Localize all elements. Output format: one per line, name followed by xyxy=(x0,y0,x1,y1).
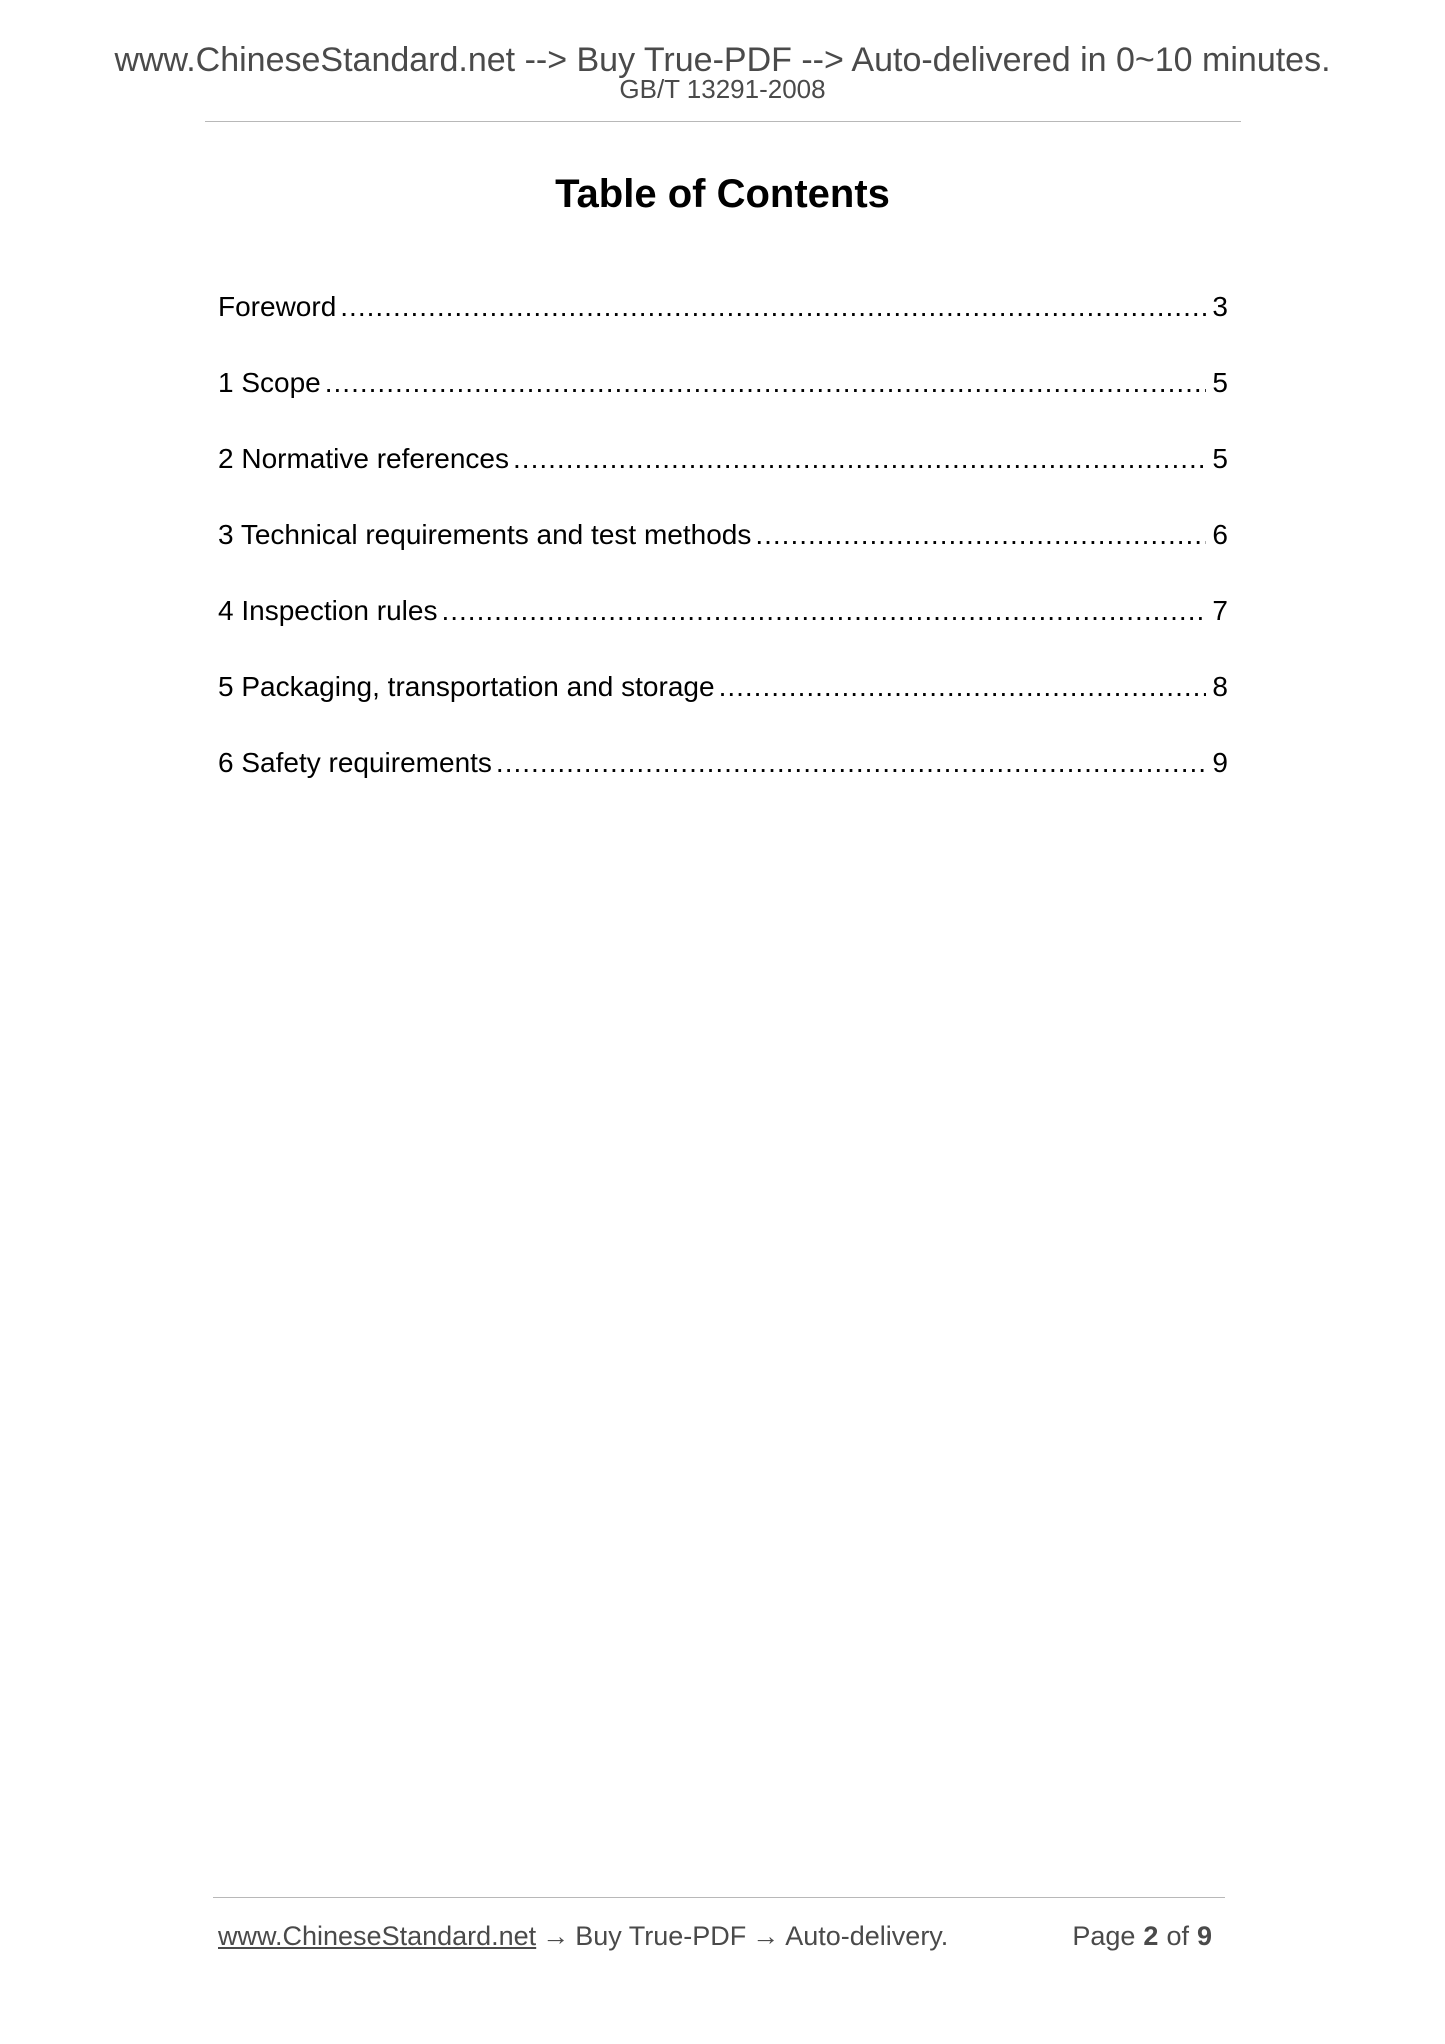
toc-dot-leader xyxy=(496,746,1207,780)
of-word: of xyxy=(1166,1921,1189,1951)
page-total: 9 xyxy=(1196,1921,1212,1951)
toc-dot-leader xyxy=(513,442,1206,476)
toc-entry-page: 5 xyxy=(1212,367,1228,398)
toc-entry-label: Foreword xyxy=(218,291,337,322)
page-footer xyxy=(218,1916,1220,1956)
toc-dot-leader xyxy=(325,366,1207,400)
footer-divider xyxy=(213,1897,1225,1898)
page-current: 2 xyxy=(1143,1921,1159,1951)
footer-promo xyxy=(218,1916,948,1956)
arrow-right-icon: → xyxy=(752,1921,780,1951)
toc-entry-page: 6 xyxy=(1212,519,1228,550)
toc-entry-technical-requirements[interactable] xyxy=(218,518,1228,594)
footer-site-link[interactable]: www.ChineseStandard.net xyxy=(218,1921,537,1951)
page-number xyxy=(1072,1916,1220,1956)
toc-entry-page: 9 xyxy=(1212,747,1228,778)
header-divider xyxy=(205,121,1241,122)
toc-dot-leader xyxy=(441,594,1206,628)
page-word: Page xyxy=(1072,1921,1136,1951)
toc-entry-normative-references[interactable] xyxy=(218,442,1228,518)
toc-entry-page: 5 xyxy=(1212,443,1228,474)
toc-entry-label: 2 Normative references xyxy=(218,443,510,474)
toc-entry-label: 1 Scope xyxy=(218,367,321,398)
toc-entry-page: 8 xyxy=(1212,671,1228,702)
toc-entry-inspection-rules[interactable] xyxy=(218,594,1228,670)
toc-dot-leader xyxy=(755,518,1206,552)
toc-entry-scope[interactable] xyxy=(218,366,1228,442)
toc-list xyxy=(218,290,1228,822)
footer-delivery-text: Auto-delivery. xyxy=(785,1921,949,1951)
arrow-right-icon: → xyxy=(542,1921,570,1951)
toc-dot-leader xyxy=(719,670,1207,704)
toc-entry-page: 7 xyxy=(1212,595,1228,626)
toc-entry-label: 4 Inspection rules xyxy=(218,595,438,626)
header-banner: www.ChineseStandard.net --> Buy True-PDF --> Auto-delivered in 0~10 minutes. xyxy=(114,41,1331,79)
toc-entry-packaging[interactable] xyxy=(218,670,1228,746)
toc-dot-leader xyxy=(340,290,1206,324)
toc-entry-foreword[interactable] xyxy=(218,290,1228,366)
footer-buy-text: Buy True-PDF xyxy=(575,1921,747,1951)
toc-entry-safety-requirements[interactable] xyxy=(218,746,1228,822)
toc-entry-label: 6 Safety requirements xyxy=(218,747,492,778)
toc-entry-label: 3 Technical requirements and test methods xyxy=(218,519,752,550)
toc-entry-label: 5 Packaging, transportation and storage xyxy=(218,671,715,702)
page-title: Table of Contents xyxy=(555,172,890,216)
standard-code: GB/T 13291-2008 xyxy=(619,74,826,104)
toc-entry-page: 3 xyxy=(1212,291,1228,322)
